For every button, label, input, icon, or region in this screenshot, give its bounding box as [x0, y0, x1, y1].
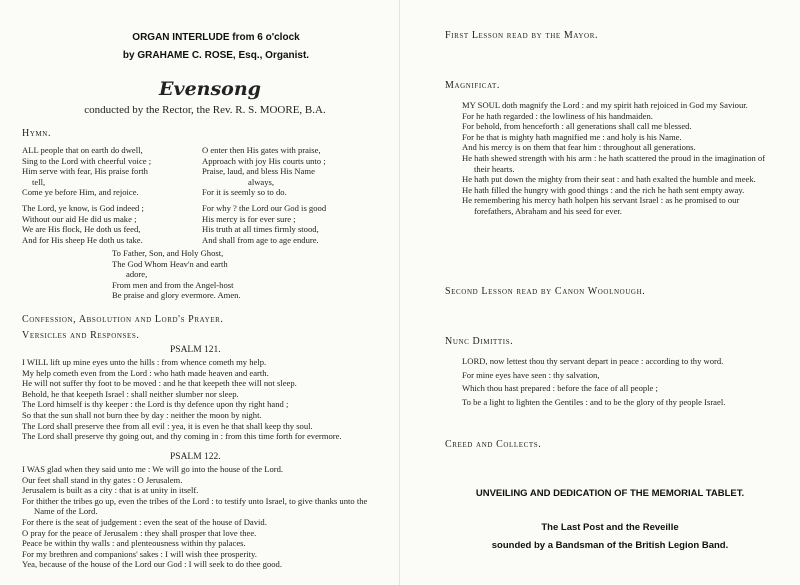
- canticle-verse: For behold, from henceforth : all generations shall call me blessed.: [462, 121, 692, 132]
- doxology-line: The God Whom Heav'n and earth: [112, 258, 228, 269]
- psalm-verse: The Lord shall preserve thee from all evil : yea, it is even he that shall keep thy soul.: [22, 420, 313, 431]
- psalm-verse: For my brethren and companions' sakes : I will wish thee prosperity.: [22, 548, 257, 559]
- hymn-line: Come ye before Him, and rejoice.: [22, 187, 139, 198]
- hymn-line: The Lord, ye know, is God indeed ;: [22, 203, 144, 213]
- hymn-line: tell,: [32, 176, 46, 187]
- magnificat-heading: Magnificat.: [445, 80, 500, 91]
- canticle-verse: To be a light to lighten the Gentiles : and to be the glory of thy people Israel.: [462, 396, 726, 407]
- hymn-heading: Hymn.: [22, 128, 52, 139]
- hymn-verse-4: [202, 203, 377, 245]
- hymn-line: O enter then His gates with praise,: [202, 145, 321, 155]
- hymn-line: Approach with joy His courts unto ;: [202, 155, 326, 166]
- psalm-verse: For thither the tribes go up, even the tribes of the Lord : to testify unto Israel, to give thanks unto the Name of the Lord.: [22, 495, 368, 517]
- doxology-line: To Father, Son, and Holy Ghost,: [112, 248, 224, 258]
- psalm-122-title: PSALM 122.: [170, 452, 221, 462]
- canticle-verse: For he hath regarded : the lowliness of his handmaiden.: [462, 110, 653, 121]
- canticle-verse: MY SOUL doth magnify the Lord : and my spirit hath rejoiced in God my Saviour.: [462, 100, 748, 110]
- psalm-121-title: PSALM 121.: [170, 345, 221, 355]
- page-fold: [399, 0, 400, 585]
- unveiling-heading: UNVEILING AND DEDICATION OF THE MEMORIAL TABLET.: [475, 488, 745, 499]
- psalm-verse: The Lord himself is thy keeper : the Lord is thy defence upon thy right hand ;: [22, 399, 289, 410]
- hymn-line: And shall from age to age endure.: [202, 234, 319, 245]
- hymn-line: His mercy is for ever sure ;: [202, 213, 296, 224]
- confession-heading: Confession, Absolution and Lord's Prayer.: [22, 314, 224, 325]
- conducted-by: conducted by the Rector, the Rev. R. S. MOORE, B.A.: [84, 104, 326, 116]
- psalm-verse: The Lord shall preserve thy going out, and thy coming in : from this time forth for evermore.: [22, 431, 342, 442]
- psalm-verse: Behold, he that keepeth Israel : shall neither slumber nor sleep.: [22, 388, 239, 399]
- psalm-verse: Jerusalem is built as a city : that is at unity in itself.: [22, 485, 199, 496]
- second-lesson: Second Lesson read by Canon Woolnough.: [445, 286, 646, 297]
- canticle-verse: He remembering his mercy hath holpen his servant Israel : as he promised to our forefathers, Abraham and his seed for ever.: [462, 195, 740, 216]
- hymn-line: For why ? the Lord our God is good: [202, 203, 327, 213]
- hymn-verse-2: [202, 145, 377, 198]
- doxology-line: adore,: [126, 269, 148, 280]
- doxology-line: From men and from the Angel-host: [112, 279, 234, 290]
- hymn-line: Without our aid He did us make ;: [22, 213, 137, 224]
- nunc-dimittis-heading: Nunc Dimittis.: [445, 336, 514, 347]
- hymn-line: Praise, laud, and bless His Name: [202, 166, 315, 177]
- psalm-verse: Peace be within thy walls : and plenteousness within thy palaces.: [22, 538, 246, 549]
- hymn-line: Sing to the Lord with cheerful voice ;: [22, 155, 152, 166]
- service-title: Evensong: [159, 78, 261, 100]
- psalm-verse: He will not suffer thy foot to be moved : and he that keepeth thee will not sleep.: [22, 378, 297, 389]
- magnificat: [462, 100, 780, 217]
- canticle-verse: He hath shewed strength with his arm : he hath scattered the proud in the imagination of their hearts.: [462, 152, 766, 174]
- last-post-line: The Last Post and the Reveille: [541, 522, 679, 533]
- versicles-heading: Versicles and Responses.: [22, 330, 140, 341]
- canticle-verse: For mine eyes have seen : thy salvation,: [462, 369, 600, 380]
- organist-line: by GRAHAME C. ROSE, Esq., Organist.: [122, 50, 310, 61]
- hymn-line: We are His flock, He doth us feed,: [22, 224, 141, 235]
- psalm-verse: So that the sun shall not burn thee by day : neither the moon by night.: [22, 409, 262, 420]
- canticle-verse: LORD, now lettest thou thy servant depart in peace : according to thy word.: [462, 356, 724, 366]
- psalm-verse: Yea, because of the house of the Lord our God : I will seek to do thee good.: [22, 559, 282, 570]
- psalm-121: [22, 357, 372, 442]
- hymn-line: And for His sheep He doth us take.: [22, 234, 143, 245]
- hymn-line: Him serve with fear, His praise forth: [22, 166, 148, 177]
- hymn-line: His truth at all times firmly stood,: [202, 224, 319, 235]
- canticle-verse: Which thou hast prepared : before the face of all people ;: [462, 383, 658, 394]
- doxology: [112, 248, 312, 301]
- hymn-line: For it is seemly so to do.: [202, 187, 287, 198]
- psalm-verse: I WAS glad when they said unto me : We will go into the house of the Lord.: [22, 464, 284, 474]
- psalm-verse: Our feet shall stand in thy gates : O Jerusalem.: [22, 474, 183, 485]
- psalm-verse: O pray for the peace of Jerusalem : they shall prosper that love thee.: [22, 527, 257, 538]
- canticle-verse: He hath put down the mighty from their seat : and hath exalted the humble and meek.: [462, 174, 756, 185]
- nunc-dimittis: [462, 356, 780, 407]
- first-lesson: First Lesson read by the Mayor.: [445, 30, 599, 41]
- canticle-verse: For he that is mighty hath magnified me : and holy is his Name.: [462, 131, 682, 142]
- hymn-verse-3: [22, 203, 192, 245]
- canticle-verse: And his mercy is on them that fear him : throughout all generations.: [462, 142, 696, 153]
- psalm-122: [22, 464, 372, 570]
- canticle-verse: He hath filled the hungry with good things : and the rich he hath sent empty away.: [462, 184, 745, 195]
- interlude-title: ORGAN INTERLUDE from 6 o'clock: [132, 32, 300, 43]
- hymn-verse-1: [22, 145, 187, 198]
- psalm-verse: My help cometh even from the Lord : who hath made heaven and earth.: [22, 367, 269, 378]
- doxology-line: Be praise and glory evermore. Amen.: [112, 290, 241, 301]
- hymn-line: ALL people that on earth do dwell,: [22, 145, 143, 155]
- bandsman-line: sounded by a Bandsman of the British Legion Band.: [491, 540, 729, 551]
- psalm-verse: For there is the seat of judgement : even the seat of the house of David.: [22, 516, 267, 527]
- psalm-verse: I WILL lift up mine eyes unto the hills : from whence cometh my help.: [22, 357, 267, 367]
- hymn-line: always,: [248, 176, 275, 187]
- creed-heading: Creed and Collects.: [445, 439, 542, 450]
